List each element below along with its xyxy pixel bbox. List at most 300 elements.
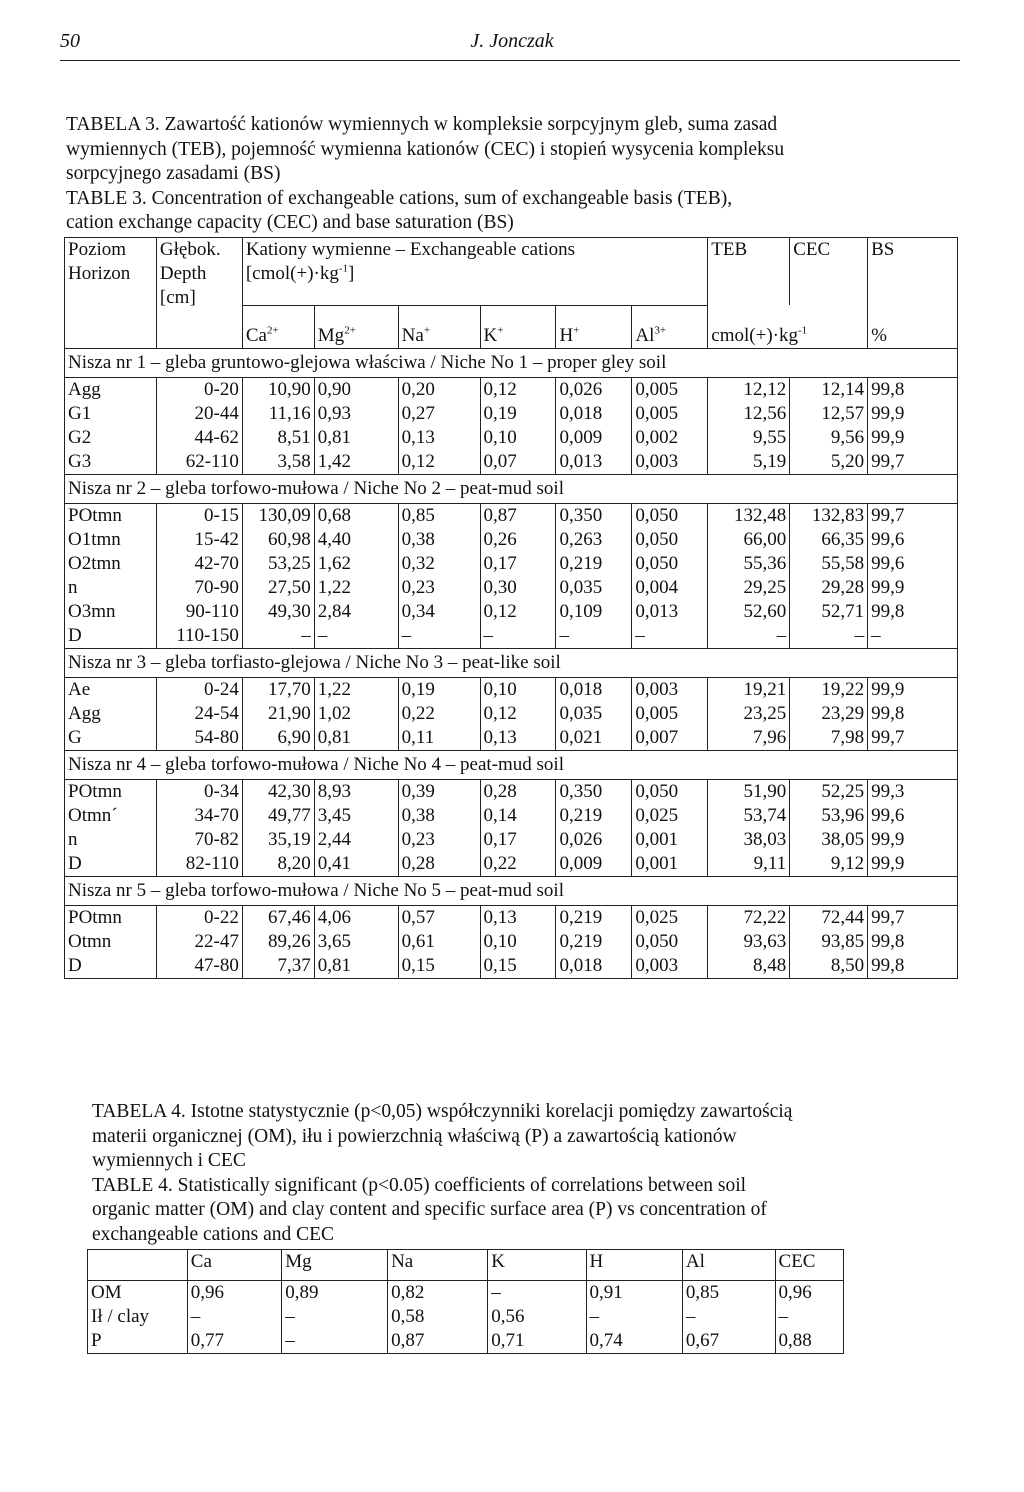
table-cell: 54-80 <box>156 726 242 751</box>
table-cell: 90-110 <box>156 600 242 624</box>
table-cell: 0,007 <box>632 726 708 751</box>
table-cell: 0,005 <box>632 378 708 403</box>
table-cell: 99,7 <box>868 504 958 529</box>
table-cell: 0,109 <box>556 600 632 624</box>
table-cell: 0,19 <box>398 678 480 703</box>
table-cell: 0,005 <box>632 402 708 426</box>
table-cell: 0,81 <box>314 426 398 450</box>
header-cm: [cm] <box>159 287 196 308</box>
table-cell: 99,6 <box>868 804 958 828</box>
table-row <box>65 954 958 979</box>
table-cell: 4,40 <box>314 528 398 552</box>
table-row <box>88 1305 844 1329</box>
col-header-cec: CEC <box>790 238 868 306</box>
column-header: CEC <box>775 1250 843 1281</box>
table-row <box>65 828 958 852</box>
column-header: H <box>586 1250 682 1281</box>
table-cell: 1,42 <box>314 450 398 475</box>
table-cell: – <box>488 1281 586 1306</box>
table-cell: – <box>632 624 708 649</box>
table-cell: 19,21 <box>708 678 790 703</box>
table-cell: 0,025 <box>632 804 708 828</box>
column-header: Mg <box>282 1250 388 1281</box>
ion-header-ca <box>242 305 314 348</box>
row-label: OM <box>88 1281 188 1306</box>
table-cell: 0,050 <box>632 780 708 805</box>
caption-line: TABELA 3. Zawartość kationów wymiennych w kompleksie sorpcyjnym gleb, suma zasad <box>66 114 778 135</box>
table-row <box>65 678 958 703</box>
table-cell: 99,9 <box>868 678 958 703</box>
table-cell: 0,10 <box>480 426 556 450</box>
table-cell: 21,90 <box>242 702 314 726</box>
table-cell: 0,22 <box>398 702 480 726</box>
table-cell: 0,050 <box>632 528 708 552</box>
table-cell: 60,98 <box>242 528 314 552</box>
table-cell: POtmn <box>65 906 157 931</box>
table-cell: – <box>187 1305 282 1329</box>
table-cell: 0,85 <box>398 504 480 529</box>
table-cell: 0,050 <box>632 552 708 576</box>
table-cell: 0,350 <box>556 504 632 529</box>
table-cell: – <box>398 624 480 649</box>
col-header-bs: BS <box>868 238 958 306</box>
table-cell: 8,51 <box>242 426 314 450</box>
column-header: Ca <box>187 1250 282 1281</box>
table-cell: 0,38 <box>398 528 480 552</box>
table-cell: 1,62 <box>314 552 398 576</box>
table-cell: 3,65 <box>314 930 398 954</box>
table-cell: 66,00 <box>708 528 790 552</box>
table-cell: POtmn <box>65 780 157 805</box>
table3-caption <box>66 113 926 236</box>
table-cell: 6,90 <box>242 726 314 751</box>
table-cell: 0,68 <box>314 504 398 529</box>
table-cell: 1,22 <box>314 678 398 703</box>
table-cell: 0-24 <box>156 678 242 703</box>
table-cell: 99,9 <box>868 828 958 852</box>
unit-exponent: -1 <box>338 262 349 275</box>
table-cell: 5,20 <box>790 450 868 475</box>
table-cell: D <box>65 624 157 649</box>
table-cell: 53,74 <box>708 804 790 828</box>
table-cell: n <box>65 828 157 852</box>
table-cell: 53,96 <box>790 804 868 828</box>
table-cell: 130,09 <box>242 504 314 529</box>
table-cell: Agg <box>65 702 157 726</box>
table-cell: 99,7 <box>868 726 958 751</box>
table-cell: 0,025 <box>632 906 708 931</box>
table-cell: – <box>682 1305 775 1329</box>
table-cell: 99,7 <box>868 450 958 475</box>
table-cell: 0,10 <box>480 678 556 703</box>
table-cell: 0,12 <box>480 378 556 403</box>
table3-header-row <box>65 238 958 306</box>
table-cell: 0,050 <box>632 930 708 954</box>
table-row <box>65 930 958 954</box>
table-cell: – <box>556 624 632 649</box>
table-cell: 0,018 <box>556 402 632 426</box>
table-cell: 23,25 <box>708 702 790 726</box>
table-cell: 8,50 <box>790 954 868 979</box>
table-cell: 0,22 <box>480 852 556 877</box>
caption-line: wymiennych (TEB), pojemność wymienna kationów (CEC) i stopień wysycenia kompleksu <box>66 138 785 160</box>
table-cell: 0,001 <box>632 828 708 852</box>
table-cell: 0,61 <box>398 930 480 954</box>
section-title: Nisza nr 5 – gleba torfowo-mułowa / Niche No 5 – peat-mud soil <box>65 877 958 906</box>
table-cell: 0,219 <box>556 930 632 954</box>
table-cell: 0,026 <box>556 828 632 852</box>
unit-text: [cmol(+)·kg <box>245 263 339 284</box>
table-cell: 0,219 <box>556 906 632 931</box>
ion-symbol: Na <box>401 325 424 346</box>
page-number: 50 <box>60 30 80 52</box>
table-cell: 3,45 <box>314 804 398 828</box>
table-cell: 9,55 <box>708 426 790 450</box>
table-row <box>65 552 958 576</box>
table-cell: 0,17 <box>480 828 556 852</box>
table-row <box>65 528 958 552</box>
table-cell: – <box>314 624 398 649</box>
table-cell: 34-70 <box>156 804 242 828</box>
caption-line: exchangeable cations and CEC <box>92 1223 335 1245</box>
table-cell: 0,96 <box>187 1281 282 1306</box>
table-cell: 0,263 <box>556 528 632 552</box>
section-title: Nisza nr 4 – gleba torfowo-mułowa / Niche No 4 – peat-mud soil <box>65 751 958 780</box>
table-cell: 0,82 <box>388 1281 488 1306</box>
table-cell: 0,26 <box>480 528 556 552</box>
table-cell: 0,93 <box>314 402 398 426</box>
table-cell: 0,001 <box>632 852 708 877</box>
table-cell: D <box>65 852 157 877</box>
table-cell: 72,44 <box>790 906 868 931</box>
table-cell: 1,02 <box>314 702 398 726</box>
table-cell: 8,48 <box>708 954 790 979</box>
table-cell: 99,8 <box>868 378 958 403</box>
ion-header-k <box>480 305 556 348</box>
table-cell: 0,39 <box>398 780 480 805</box>
section-title: Nisza nr 3 – gleba torfiasto-glejowa / Niche No 3 – peat-like soil <box>65 649 958 678</box>
ion-header-h <box>556 305 632 348</box>
table-cell: 55,58 <box>790 552 868 576</box>
table-cell: 3,58 <box>242 450 314 475</box>
table-cell: 99,8 <box>868 702 958 726</box>
table-cell: 11,16 <box>242 402 314 426</box>
ion-charge: + <box>497 324 504 337</box>
ion-symbol: Ca <box>245 325 267 346</box>
ion-symbol: Al <box>635 325 655 346</box>
table-cell: 24-54 <box>156 702 242 726</box>
table-cell: 99,9 <box>868 852 958 877</box>
col-header-teb: TEB <box>708 238 790 306</box>
table-cell: 0,88 <box>775 1329 843 1354</box>
table-cell: 0,41 <box>314 852 398 877</box>
table-cell: 5,19 <box>708 450 790 475</box>
table-cell: 99,8 <box>868 954 958 979</box>
table-cell: 19,22 <box>790 678 868 703</box>
col-header-depth <box>156 238 242 349</box>
table-cell: 0,81 <box>314 726 398 751</box>
table-cell: 0,87 <box>388 1329 488 1354</box>
table-cell: 0,12 <box>398 450 480 475</box>
column-header: K <box>488 1250 586 1281</box>
table-cell: – <box>586 1305 682 1329</box>
table-cell: 42-70 <box>156 552 242 576</box>
table-cell: 52,71 <box>790 600 868 624</box>
table-cell: 0,56 <box>488 1305 586 1329</box>
unit-exponent: -1 <box>797 324 808 337</box>
table-cell: 38,03 <box>708 828 790 852</box>
ion-header-na <box>398 305 480 348</box>
caption-line: TABLE 3. Concentration of exchangeable cations, sum of exchangeable basis (TEB), <box>66 187 733 209</box>
table-cell: 9,12 <box>790 852 868 877</box>
table-cell: 0,035 <box>556 576 632 600</box>
table-cell: 23,29 <box>790 702 868 726</box>
table-cell: 0,57 <box>398 906 480 931</box>
caption-line: cation exchange capacity (CEC) and base saturation (BS) <box>66 212 514 233</box>
table-row <box>65 576 958 600</box>
table-cell: 0,17 <box>480 552 556 576</box>
ion-charge: + <box>573 324 580 337</box>
table-cell: 0-20 <box>156 378 242 403</box>
table-cell: 49,77 <box>242 804 314 828</box>
header-cations-title: Kationy wymienne – Exchangeable cations <box>245 239 576 260</box>
table-cell: 0,23 <box>398 576 480 600</box>
table-row <box>65 780 958 805</box>
table-row <box>65 378 958 403</box>
table-cell: 0,009 <box>556 852 632 877</box>
caption-line: sorpcyjnego zasadami (BS) <box>66 163 281 184</box>
table-cell: 0,90 <box>314 378 398 403</box>
row-label: Ił / clay <box>88 1305 188 1329</box>
unit-text: cmol(+)·kg <box>711 325 798 346</box>
table-cell: 0,018 <box>556 678 632 703</box>
table-cell: 38,05 <box>790 828 868 852</box>
table-cell: 0,13 <box>398 426 480 450</box>
table-cell: 0,15 <box>398 954 480 979</box>
column-header: Na <box>388 1250 488 1281</box>
unit-text-end: ] <box>348 263 355 284</box>
table-cell: 0,28 <box>398 852 480 877</box>
table-cell: 0,15 <box>480 954 556 979</box>
header-poziom: Poziom <box>68 239 127 260</box>
table-cell: 0,07 <box>480 450 556 475</box>
section-header-row <box>65 475 958 504</box>
table-cell: 0-22 <box>156 906 242 931</box>
table-cell: 7,37 <box>242 954 314 979</box>
table-cell: Ae <box>65 678 157 703</box>
table-cell: – <box>868 624 958 649</box>
table-cell: 0,58 <box>388 1305 488 1329</box>
table-cell: – <box>282 1329 388 1354</box>
col-header-cations <box>242 238 707 306</box>
caption-line: TABLE 4. Statistically significant (p<0.05) coefficients of correlations between soil <box>92 1174 747 1196</box>
table-cell: 0,219 <box>556 552 632 576</box>
table-row <box>65 702 958 726</box>
row-label: P <box>88 1329 188 1354</box>
table-cell: Agg <box>65 378 157 403</box>
table-cell: 93,85 <box>790 930 868 954</box>
table-cell: 0,34 <box>398 600 480 624</box>
teb-cec-unit <box>708 305 868 348</box>
table-cell: 93,63 <box>708 930 790 954</box>
table-cell: POtmn <box>65 504 157 529</box>
table-cell: 0,219 <box>556 804 632 828</box>
table-cell: 70-82 <box>156 828 242 852</box>
table-cell: 0,81 <box>314 954 398 979</box>
ion-symbol: K <box>483 325 498 346</box>
table-cell: 0,19 <box>480 402 556 426</box>
table-cell: 0,32 <box>398 552 480 576</box>
table-cell: 27,50 <box>242 576 314 600</box>
table-cell: 0,87 <box>480 504 556 529</box>
table-cell: 99,6 <box>868 528 958 552</box>
table-cell: 4,06 <box>314 906 398 931</box>
caption-line: materii organicznej (OM), iłu i powierzchnią właściwą (P) a zawartością kationów <box>92 1125 737 1147</box>
table-cell: 12,12 <box>708 378 790 403</box>
table-row <box>88 1329 844 1354</box>
table-cell: 0,28 <box>480 780 556 805</box>
table-cell: 82-110 <box>156 852 242 877</box>
table-cell: 0,20 <box>398 378 480 403</box>
table-cell: 0,71 <box>488 1329 586 1354</box>
section-header-row <box>65 751 958 780</box>
table-cell: 12,56 <box>708 402 790 426</box>
table-cell: O1tmn <box>65 528 157 552</box>
table-cell: 0,96 <box>775 1281 843 1306</box>
table-cell: 9,56 <box>790 426 868 450</box>
table-cell: 0,005 <box>632 702 708 726</box>
table-cell: 0-15 <box>156 504 242 529</box>
table-cell: 62-110 <box>156 450 242 475</box>
table-cell: 42,30 <box>242 780 314 805</box>
table-cell: 99,8 <box>868 930 958 954</box>
section-header-row <box>65 877 958 906</box>
column-header: Al <box>682 1250 775 1281</box>
column-header <box>88 1250 188 1281</box>
ion-symbol: Mg <box>317 325 345 346</box>
table-cell: 99,6 <box>868 552 958 576</box>
table-row <box>65 426 958 450</box>
table-cell: 132,83 <box>790 504 868 529</box>
ion-symbol: H <box>559 325 574 346</box>
table-cell: 7,96 <box>708 726 790 751</box>
table-cell: 0,050 <box>632 504 708 529</box>
table-row <box>65 402 958 426</box>
table-cell: 99,8 <box>868 600 958 624</box>
section-title: Nisza nr 2 – gleba torfowo-mułowa / Niche No 2 – peat-mud soil <box>65 475 958 504</box>
ion-charge: 2+ <box>266 324 279 337</box>
table-cell: 0,13 <box>480 906 556 931</box>
table-row <box>65 600 958 624</box>
table-cell: 22-47 <box>156 930 242 954</box>
table-cell: 0,003 <box>632 678 708 703</box>
table-row <box>65 624 958 649</box>
table-cell: D <box>65 954 157 979</box>
table-cell: 132,48 <box>708 504 790 529</box>
table-cell: 0,12 <box>480 600 556 624</box>
table-cell: – <box>790 624 868 649</box>
table-cell: 49,30 <box>242 600 314 624</box>
table-cell: 9,11 <box>708 852 790 877</box>
table-cell: G <box>65 726 157 751</box>
table-cell: O3mn <box>65 600 157 624</box>
table4-header-row <box>88 1250 844 1281</box>
table-cell: 99,9 <box>868 426 958 450</box>
table-cell: 0,021 <box>556 726 632 751</box>
table-row <box>65 906 958 931</box>
ion-charge: 3+ <box>654 324 667 337</box>
section-title: Nisza nr 1 – gleba gruntowo-glejowa właściwa / Niche No 1 – proper gley soil <box>65 349 958 378</box>
caption-line: TABELA 4. Istotne statystycznie (p<0,05) współczynniki korelacji pomiędzy zawartością <box>92 1101 793 1122</box>
table-cell: 47-80 <box>156 954 242 979</box>
table-cell: – <box>242 624 314 649</box>
table-cell: 0-34 <box>156 780 242 805</box>
table-cell: 0,74 <box>586 1329 682 1354</box>
section-header-row <box>65 349 958 378</box>
table-cell: 0,13 <box>480 726 556 751</box>
header-rule <box>60 60 960 61</box>
table-cell: 10,90 <box>242 378 314 403</box>
table-cell: 0,89 <box>282 1281 388 1306</box>
table-cell: 0,23 <box>398 828 480 852</box>
table3 <box>64 237 958 979</box>
table-row <box>65 726 958 751</box>
section-header-row <box>65 649 958 678</box>
ion-header-mg <box>314 305 398 348</box>
table-cell: 0,67 <box>682 1329 775 1354</box>
table-row <box>65 450 958 475</box>
table-cell: 20-44 <box>156 402 242 426</box>
table-cell: 0,003 <box>632 954 708 979</box>
table-row <box>65 504 958 529</box>
header-glebok: Głębok. <box>159 239 221 260</box>
table4-caption <box>92 1100 932 1247</box>
table-cell: 53,25 <box>242 552 314 576</box>
table-cell: 2,84 <box>314 600 398 624</box>
ion-header-al <box>632 305 708 348</box>
table-cell: 8,20 <box>242 852 314 877</box>
table-cell: 99,3 <box>868 780 958 805</box>
table-cell: 89,26 <box>242 930 314 954</box>
table-cell: 99,9 <box>868 576 958 600</box>
table-row <box>65 852 958 877</box>
table-cell: 0,30 <box>480 576 556 600</box>
table-cell: 110-150 <box>156 624 242 649</box>
ion-charge: 2+ <box>344 324 356 337</box>
table-cell: – <box>708 624 790 649</box>
table-cell: 44-62 <box>156 426 242 450</box>
table-cell: O2tmn <box>65 552 157 576</box>
table-cell: – <box>282 1305 388 1329</box>
table-cell: 0,009 <box>556 426 632 450</box>
table-cell: 70-90 <box>156 576 242 600</box>
table-cell: 15-42 <box>156 528 242 552</box>
table-cell: 29,25 <box>708 576 790 600</box>
table-cell: – <box>775 1305 843 1329</box>
table-cell: 8,93 <box>314 780 398 805</box>
table-cell: 0,035 <box>556 702 632 726</box>
table-cell: 12,14 <box>790 378 868 403</box>
table-cell: 0,11 <box>398 726 480 751</box>
table-cell: 17,70 <box>242 678 314 703</box>
table-cell: 0,350 <box>556 780 632 805</box>
ion-charge: + <box>423 324 431 337</box>
table-cell: 0,12 <box>480 702 556 726</box>
table-cell: 99,9 <box>868 402 958 426</box>
table4 <box>87 1249 844 1354</box>
table-row <box>88 1281 844 1306</box>
table-cell: n <box>65 576 157 600</box>
